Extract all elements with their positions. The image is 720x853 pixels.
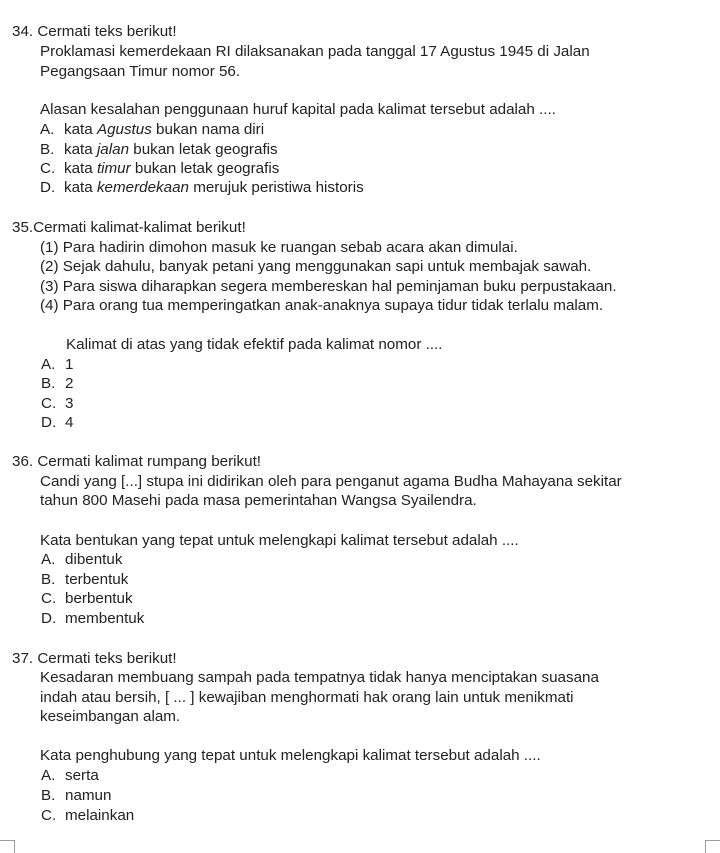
option-italic-word: kemerdekaan [96, 179, 189, 196]
question-36-option-a[interactable] [41, 550, 122, 570]
question-35-sentence-4: (4) Para orang tua memperingatkan anak-anaknya supaya tidur tidak terlalu malam. [40, 297, 604, 314]
option-letter: D. [40, 179, 56, 196]
question-36-passage-line-1: Candi yang [...] stupa ini didirikan oleh para penganut agama Budha Mahayana sekitar [40, 473, 622, 490]
question-34-option-b[interactable] [40, 140, 278, 160]
question-37-passage-line-2: indah atau bersih, [ ... ] kewajiban menghormati hak orang lain untuk menikmati [40, 689, 574, 706]
question-35-prompt: Kalimat di atas yang tidak efektif pada kalimat nomor .... [66, 336, 443, 353]
question-37-passage-line-1: Kesadaran membuang sampah pada tempatnya tidak hanya menciptakan suasana [40, 669, 599, 686]
option-text-pre: kata [64, 141, 97, 158]
option-text-post: bukan letak geografis [129, 141, 278, 158]
question-35-sentence-1: (1) Para hadirin dimohon masuk ke ruangan sebab acara akan dimulai. [40, 239, 518, 256]
question-37-prompt: Kata penghubung yang tepat untuk melengkapi kalimat tersebut adalah .... [40, 747, 541, 764]
question-37-heading: 37. Cermati teks berikut! [12, 650, 177, 667]
option-text-post: merujuk peristiwa historis [188, 179, 364, 196]
question-35-option-b[interactable] [41, 374, 73, 394]
question-36-option-b[interactable] [41, 570, 128, 590]
option-text: 1 [65, 356, 74, 373]
option-letter: C. [40, 160, 56, 177]
option-text-post: bukan letak geografis [130, 160, 280, 177]
question-35-option-d[interactable] [41, 413, 73, 433]
option-italic-word: Agustus [96, 121, 152, 138]
option-letter: A. [40, 121, 55, 138]
option-letter: D. [41, 610, 57, 627]
question-35-option-a[interactable] [41, 355, 73, 375]
question-35-sentence-3: (3) Para siswa diharapkan segera membereskan hal peminjaman buku perpustakaan. [40, 278, 617, 295]
question-34-passage-line-1: Proklamasi kemerdekaan RI dilaksanakan pada tanggal 17 Agustus 1945 di Jalan [40, 43, 590, 60]
option-letter: B. [41, 375, 56, 392]
option-letter: B. [41, 787, 56, 804]
question-35-option-c[interactable] [41, 394, 73, 414]
question-37-option-c[interactable] [41, 806, 134, 826]
option-text: 3 [65, 395, 74, 412]
option-italic-word: jalan [96, 141, 130, 158]
option-text: serta [65, 767, 99, 784]
question-36-passage-line-2: tahun 800 Masehi pada masa pemerintahan Wangsa Syailendra. [40, 492, 477, 509]
question-37-passage-line-3: keseimbangan alam. [40, 708, 181, 725]
option-text-post: bukan nama diri [151, 121, 265, 138]
question-37-option-a[interactable] [41, 766, 99, 786]
option-letter: A. [41, 356, 56, 373]
option-text-pre: kata [64, 160, 97, 177]
question-34-prompt: Alasan kesalahan penggunaan huruf kapital pada kalimat tersebut adalah .... [40, 101, 556, 118]
option-letter: B. [40, 141, 55, 158]
question-37-option-b[interactable] [41, 786, 111, 806]
option-text: dibentuk [65, 551, 123, 568]
option-text-pre: kata [64, 121, 97, 138]
page-corner-mark-left [0, 840, 15, 853]
question-34-option-a[interactable] [40, 120, 264, 140]
option-text: 2 [65, 375, 74, 392]
question-36-option-c[interactable] [41, 589, 133, 609]
option-italic-word: timur [96, 160, 131, 177]
option-letter: D. [41, 414, 57, 431]
option-text: 4 [65, 414, 74, 431]
question-35-heading: 35.Cermati kalimat-kalimat berikut! [12, 219, 246, 236]
question-34-heading: 34. Cermati teks berikut! [12, 23, 177, 40]
option-letter: A. [41, 767, 56, 784]
option-text: membentuk [65, 610, 145, 627]
page-corner-mark-right [705, 840, 720, 853]
option-letter: C. [41, 590, 57, 607]
question-36-prompt: Kata bentukan yang tepat untuk melengkapi kalimat tersebut adalah .... [40, 532, 519, 549]
option-letter: C. [41, 395, 57, 412]
option-text: terbentuk [65, 571, 129, 588]
option-text: namun [65, 787, 112, 804]
option-text: melainkan [65, 807, 135, 824]
question-36-option-d[interactable] [41, 609, 144, 629]
question-35-sentence-2: (2) Sejak dahulu, banyak petani yang menggunakan sapi untuk membajak sawah. [40, 258, 592, 275]
option-text-pre: kata [64, 179, 97, 196]
question-34-option-c[interactable] [40, 159, 279, 179]
option-letter: C. [41, 807, 57, 824]
question-34-passage-line-2: Pegangsaan Timur nomor 56. [40, 63, 241, 80]
question-36-heading: 36. Cermati kalimat rumpang berikut! [12, 453, 262, 470]
option-letter: A. [41, 551, 56, 568]
option-text: berbentuk [65, 590, 133, 607]
option-letter: B. [41, 571, 56, 588]
question-34-option-d[interactable] [40, 178, 364, 198]
